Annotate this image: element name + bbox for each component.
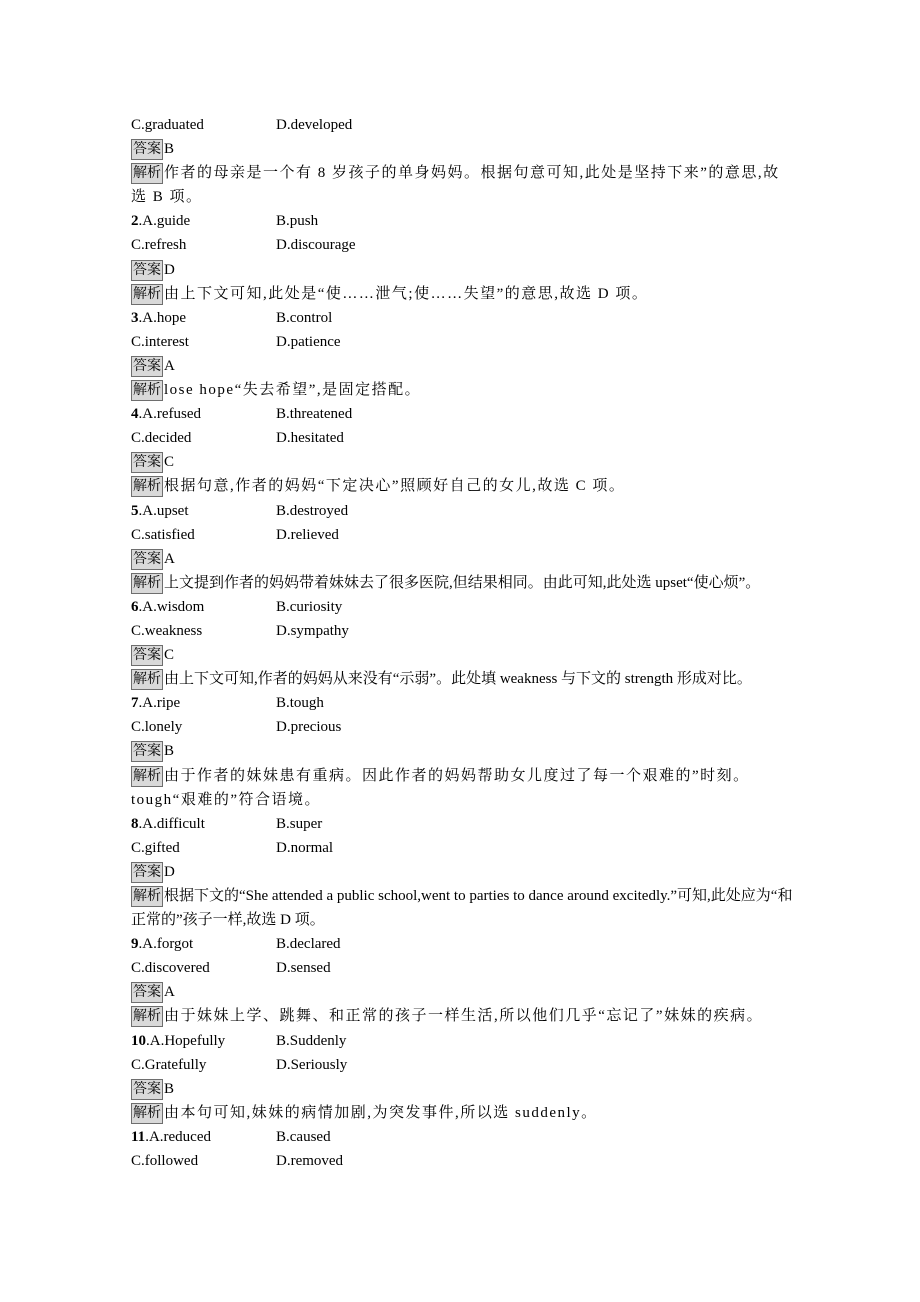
option-b: B.threatened (276, 406, 353, 423)
analysis-row (131, 378, 796, 402)
analysis-label: 解析 (131, 476, 163, 497)
question-item-10 (131, 1029, 801, 1125)
answer-value: A (164, 357, 175, 374)
option-c: C.refresh (131, 237, 187, 254)
options-row-cd (131, 426, 801, 450)
analysis-label: 解析 (131, 766, 163, 787)
answer-value: A (164, 550, 175, 567)
answer-label: 答案 (131, 741, 163, 762)
options-row-ab (131, 932, 801, 956)
options-row-ab (131, 402, 801, 426)
option-d: D.developed (276, 117, 353, 133)
analysis-text: lose hope“失去希望”,是固定搭配。 (164, 382, 422, 399)
option-a: .A.hope (138, 309, 186, 326)
answer-value: B (164, 141, 175, 158)
answer-row (131, 739, 801, 763)
analysis-row (131, 667, 796, 691)
answer-value: A (164, 984, 175, 1001)
answer-value: D (164, 261, 175, 278)
option-b: B.push (276, 213, 319, 230)
option-d: D.relieved (276, 526, 339, 543)
question-number: 10 (131, 1032, 146, 1049)
option-c: C.graduated (131, 117, 204, 133)
answer-row (131, 354, 801, 378)
analysis-label: 解析 (131, 573, 163, 594)
question-item-2 (131, 209, 801, 305)
analysis-row (131, 571, 796, 595)
analysis-row (131, 282, 796, 306)
option-b: B.super (276, 815, 323, 832)
options-row-cd (131, 523, 801, 547)
analysis-text: 根据句意,作者的妈妈“下定决心”照顾好自己的女儿,故选 C 项。 (164, 478, 626, 495)
answer-row (131, 547, 801, 571)
question-item-3 (131, 306, 801, 402)
analysis-text: 由于作者的妹妹患有重病。因此作者的妈妈帮助女儿度过了每一个艰难的”时刻。tough“艰难的”符合语境。 (131, 767, 750, 808)
option-d: D.precious (276, 719, 342, 736)
option-a: .A.Hopefully (146, 1032, 226, 1049)
option-b: B.tough (276, 695, 324, 712)
options-row-cd (131, 113, 801, 137)
options-row-cd (131, 1149, 801, 1173)
option-c: C.lonely (131, 719, 183, 736)
answer-value: B (164, 1080, 175, 1097)
analysis-label: 解析 (131, 380, 163, 401)
option-d: D.patience (276, 333, 341, 350)
answer-value: D (164, 863, 175, 880)
analysis-label: 解析 (131, 669, 163, 690)
options-row-ab (131, 812, 801, 836)
option-c: C.discovered (131, 960, 210, 977)
option-b: B.caused (276, 1128, 331, 1145)
option-c: C.gifted (131, 839, 180, 856)
option-b: B.declared (276, 936, 341, 953)
answer-row (131, 450, 801, 474)
analysis-row (131, 1101, 796, 1125)
document-page (131, 113, 801, 1173)
options-row-cd (131, 956, 801, 980)
analysis-row (131, 474, 796, 498)
question-item-8 (131, 812, 801, 932)
options-row-ab (131, 691, 801, 715)
option-c: C.weakness (131, 622, 203, 639)
analysis-text: 由上下文可知,此处是“使……泄气;使……失望”的意思,故选 D 项。 (164, 285, 649, 302)
analysis-label: 解析 (131, 1103, 163, 1124)
analysis-text: 由于妹妹上学、跳舞、和正常的孩子一样生活,所以他们几乎“忘记了”妹妹的疾病。 (164, 1008, 764, 1025)
option-a: .A.ripe (138, 695, 181, 712)
question-item-11 (131, 1125, 801, 1173)
question-number: 9 (131, 936, 139, 953)
option-b: B.Suddenly (276, 1032, 347, 1049)
answer-row (131, 980, 801, 1004)
option-d: D.hesitated (276, 430, 344, 447)
option-c: C.followed (131, 1153, 199, 1170)
options-row-ab (131, 595, 801, 619)
answer-label: 答案 (131, 452, 163, 473)
option-a: .A.guide (138, 213, 191, 230)
options-row-ab (131, 306, 801, 330)
question-item-5 (131, 499, 801, 595)
analysis-text: 上文提到作者的妈妈带着妹妹去了很多医院,但结果相同。由此可知,此处选 upset“使心烦”。 (164, 574, 761, 591)
answer-label: 答案 (131, 862, 163, 883)
option-d: D.discourage (276, 237, 356, 254)
analysis-label: 解析 (131, 284, 163, 305)
options-row-ab (131, 1125, 801, 1149)
analysis-row (131, 161, 796, 209)
option-c: C.satisfied (131, 526, 195, 543)
option-c: C.Gratefully (131, 1056, 207, 1073)
analysis-text: 由上下文可知,作者的妈妈从来没有“示弱”。此处填 weakness 与下文的 strength 形成对比。 (164, 671, 752, 688)
analysis-row (131, 764, 796, 812)
analysis-label: 解析 (131, 163, 163, 184)
question-item-7 (131, 691, 801, 811)
answer-value: C (164, 454, 175, 471)
answer-label: 答案 (131, 982, 163, 1003)
option-d: D.removed (276, 1153, 344, 1170)
options-row-cd (131, 836, 801, 860)
answer-label: 答案 (131, 356, 163, 377)
options-row-ab (131, 1029, 801, 1053)
option-a: .A.forgot (138, 936, 194, 953)
options-row-ab (131, 499, 801, 523)
options-row-cd (131, 715, 801, 739)
answer-row (131, 137, 801, 161)
question-item-9 (131, 932, 801, 1028)
question-item-6 (131, 595, 801, 691)
options-row-cd (131, 233, 801, 257)
option-a: .A.reduced (145, 1128, 211, 1145)
answer-label: 答案 (131, 139, 163, 160)
question-number: 8 (131, 815, 139, 832)
analysis-row (131, 884, 796, 932)
analysis-text: 根据下文的“She attended a public school,went to parties to dance around excitedly.”可知,此处应为“和正常的”孩子一样,故选 D 项。 (131, 888, 793, 929)
option-c: C.interest (131, 333, 189, 350)
options-row-ab (131, 209, 801, 233)
option-d: D.Seriously (276, 1056, 348, 1073)
option-a: .A.refused (138, 406, 201, 423)
option-d: D.normal (276, 839, 334, 856)
question-number: 11 (131, 1128, 146, 1145)
option-b: B.curiosity (276, 598, 343, 615)
answer-value: C (164, 647, 175, 664)
question-number: 3 (131, 309, 139, 326)
answer-label: 答案 (131, 260, 163, 281)
analysis-row (131, 1004, 796, 1028)
option-d: D.sensed (276, 960, 331, 977)
options-row-cd (131, 1053, 801, 1077)
option-a: .A.difficult (138, 815, 205, 832)
answer-row (131, 1077, 801, 1101)
question-number: 6 (131, 598, 139, 615)
answer-label: 答案 (131, 645, 163, 666)
answer-label: 答案 (131, 1079, 163, 1100)
analysis-label: 解析 (131, 886, 163, 907)
answer-row (131, 643, 801, 667)
option-a: .A.wisdom (138, 598, 205, 615)
answer-row (131, 860, 801, 884)
option-b: B.destroyed (276, 502, 349, 519)
question-item-4 (131, 402, 801, 498)
analysis-label: 解析 (131, 1006, 163, 1027)
question-item-1 (131, 113, 801, 209)
question-number: 7 (131, 695, 139, 712)
option-c: C.decided (131, 430, 192, 447)
analysis-text: 由本句可知,妹妹的病情加剧,为突发事件,所以选 suddenly。 (164, 1104, 598, 1121)
option-d: D.sympathy (276, 622, 349, 639)
options-row-cd (131, 330, 801, 354)
answer-row (131, 258, 801, 282)
option-b: B.control (276, 309, 333, 326)
option-a: .A.upset (138, 502, 189, 519)
answer-label: 答案 (131, 549, 163, 570)
analysis-text: 作者的母亲是一个有 8 岁孩子的单身妈妈。根据句意可知,此处是坚持下来”的意思,故选 B 项。 (131, 165, 780, 206)
question-number: 2 (131, 213, 139, 230)
options-row-cd (131, 619, 801, 643)
answer-value: B (164, 743, 175, 760)
question-number: 4 (131, 406, 139, 423)
question-number: 5 (131, 502, 139, 519)
